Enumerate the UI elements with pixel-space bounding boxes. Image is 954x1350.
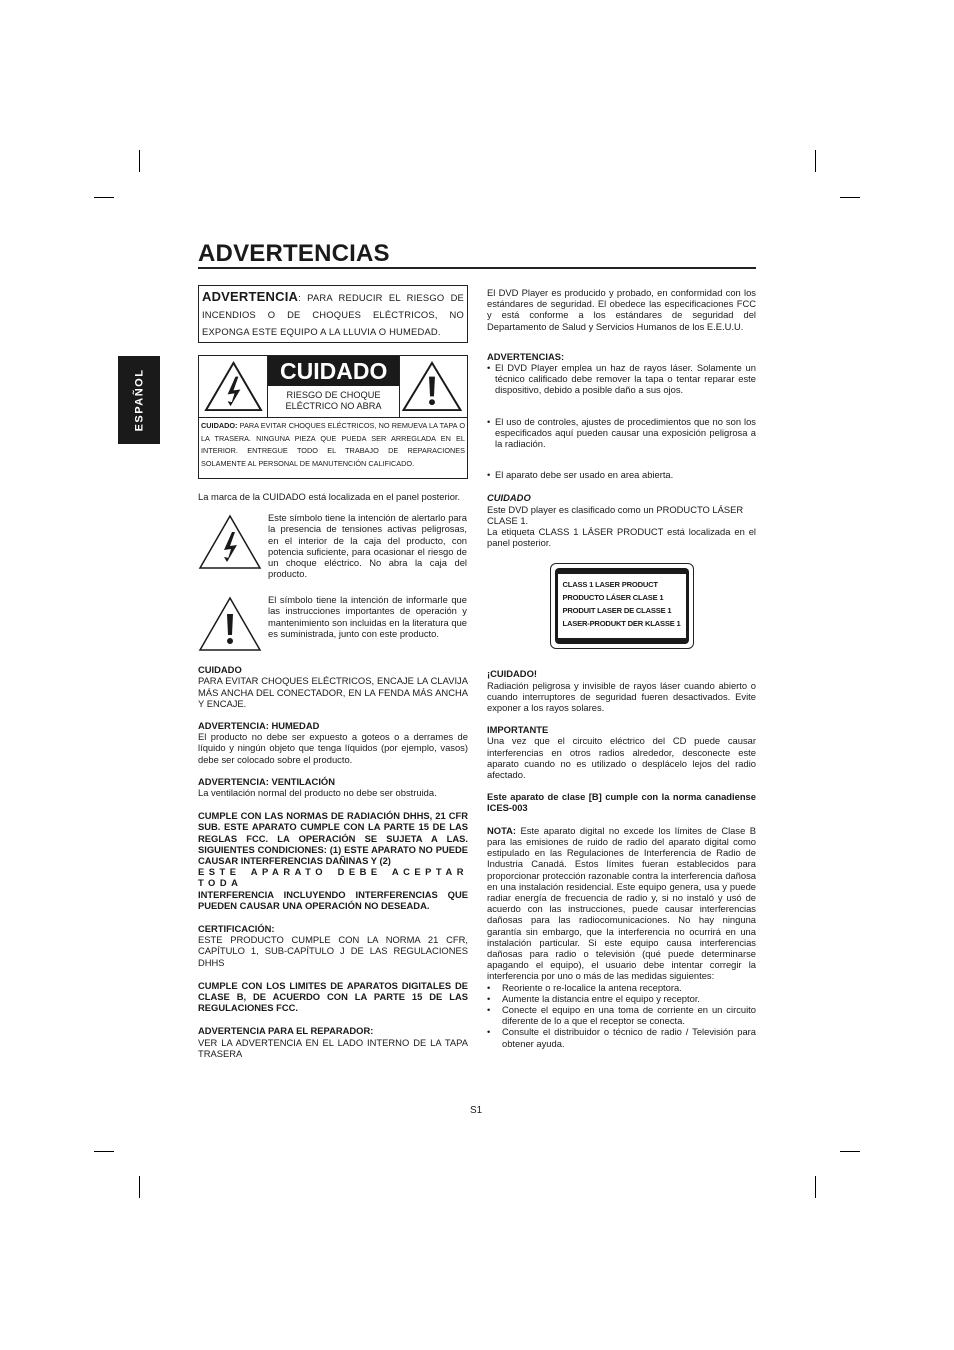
list-item: • Aumente la distancia entre el equipo y receptor. <box>487 993 756 1004</box>
crop-mark <box>139 1176 140 1198</box>
compliance-text-part: INTERFERENCIA INCLUYENDO INTERFERENCIAS QUE PUEDEN CAUSAR UNA OPERACIÓN NO DESEADA. <box>198 888 468 911</box>
compliance-text <box>198 810 468 911</box>
section-heading: CUIDADO <box>487 492 531 504</box>
crop-mark <box>94 1151 114 1152</box>
list-item: • Consulte el distribuidor o técnico de radio / Televisión para obtener ayuda. <box>487 1026 756 1048</box>
list-item: • El DVD Player emplea un haz de rayos láser. Solamente un técnico calificado debe remover la tapa o tentar reparar este dispositivo, debido a posible daño a sus ojos. <box>487 362 756 396</box>
language-tab-label: ESPAÑOL <box>133 368 146 432</box>
list-item: • El uso de controles, ajustes de procedimientos que no son los especificados aquí pueden causar una exposición peligrosa a la radiación. <box>487 416 756 450</box>
caution-label-block <box>267 356 400 417</box>
warning-box <box>198 285 468 343</box>
section-heading: ADVERTENCIA: HUMEDAD <box>198 720 320 732</box>
list-item: • Conecte el equipo en una toma de corriente en un circuito diferente de lo a que el receptor se conecta. <box>487 1004 756 1026</box>
section-text: La etiqueta CLASS 1 LÁSER PRODUCT está localizada en el panel posterior. <box>487 526 756 549</box>
caution-subtitle-line: ELÉCTRICO NO ABRA <box>285 401 382 411</box>
section-text: ESTE PRODUCTO CUMPLE CON LA NORMA 21 CFR, CAPÍTULO 1, SUB-CAPÍTULO J DE LAS REGULACIONES DHHS <box>198 934 468 968</box>
section-text: VER LA ADVERTENCIA EN EL LADO INTERNO DE LA TAPA TRASERA <box>198 1036 468 1059</box>
exclamation-warning-icon <box>198 594 262 654</box>
left-column <box>198 285 468 1059</box>
mark-location-text: La marca de la CUIDADO está localizada en el panel posterior. <box>198 491 461 502</box>
electric-shock-warning-icon <box>198 512 262 572</box>
compliance-text-part: CUMPLE CON LAS NORMAS DE RADIACIÓN DHHS, 21 CFR SUB. ESTE APARATO CUMPLE CON LA PARTE 15 DE LAS REGLAS FCC. LA OPERACIÓN SE SUJETA A LAS. SIGUIENTES CONDICIONES: (1) ESTE APARATO NO PUEDE CAUSAR INTERFERENCIAS DAÑINAS Y (2) <box>198 810 468 867</box>
laser-product-label <box>550 563 694 649</box>
laser-label-line: PRODUCTO LÁSER CLASE 1 <box>562 593 664 603</box>
symbol-explanation <box>198 594 468 664</box>
exclamation-warning-icon <box>399 359 465 414</box>
symbol-explanation <box>198 512 468 594</box>
section-text: Radiación peligrosa y invisible de rayos láser cuando abierto o cuando interruptores de seguridad fueren desactivados. Evite exponer a los rayos solares. <box>487 679 756 714</box>
crop-mark <box>94 197 114 198</box>
laser-label-text <box>558 574 686 638</box>
laser-label-line: LASER-PRODUKT DER KLASSE 1 <box>562 619 681 629</box>
note-lead: NOTA: <box>487 824 516 836</box>
language-tab <box>118 356 160 444</box>
section-text: La ventilación normal del producto no debe ser obstruida. <box>198 787 437 799</box>
compliance-text-part: ESTE APARATO DEBE ACEPTAR TODA <box>198 866 468 889</box>
caution-box <box>198 355 468 479</box>
list-item: • Reoriente o re-localice la antena receptora. <box>487 982 756 993</box>
exclamation-symbol-text: El símbolo tiene la intención de informarle que las instrucciones importantes de operación y mantenimiento son incluidas en la literatura que es suministrada, junto con este producto. <box>268 594 467 639</box>
section-heading: ADVERTENCIA: VENTILACIÓN <box>198 775 335 787</box>
crop-mark <box>139 150 140 172</box>
caution-box-body: PARA EVITAR CHOQUES ELÉCTRICOS, NO REMUEVA LA TAPA O LA TRASERA. NINGUNA PIEZA QUE PUEDA SER ARREGLADA EN EL INTERIOR. ENTREGUE TODO EL TRABAJO DE REPARACIONES SOLAMENTE AL PERSONAL DE MANUTENCIÓN CALIFICADO. <box>201 421 465 469</box>
crop-mark <box>840 1151 860 1152</box>
section-heading: ADVERTENCIAS: <box>487 350 565 362</box>
section-text: Este DVD player es clasificado como un PRODUCTO LÁSER CLASE 1. <box>487 503 744 526</box>
section-text: PARA EVITAR CHOQUES ELÉCTRICOS, ENCAJE LA CLAVIJA MÁS ANCHA DEL CONECTADOR, EN LA FENDA MÁS ANCHA Y ENCAJE. <box>198 675 468 709</box>
title-divider <box>198 267 756 269</box>
section-text: Una vez que el circuito eléctrico del CD puede causar interferencias en otros radios alrededor, desconecte este aparato cuando no es utilizado o desplácelo lejos del radio afectado. <box>487 735 756 781</box>
warning-box-label: ADVERTENCIA <box>202 289 299 304</box>
section-heading: IMPORTANTE <box>487 724 549 736</box>
electric-shock-warning-icon <box>202 359 265 414</box>
class-b-notice: Este aparato de clase [B] cumple con la norma canadiense ICES-003 <box>487 791 756 814</box>
laser-label-line: PRODUIT LASER DE CLASSE 1 <box>562 606 672 616</box>
section-heading: CUIDADO <box>198 664 242 676</box>
section-text: El producto no debe ser expuesto a goteos o a derrames de líquido y ningún objeto que tenga líquidos (por ejemplo, vasos) debe ser colocado sobre el producto. <box>198 731 468 765</box>
section-heading: CERTIFICACIÓN: <box>198 923 275 935</box>
compliance-text: CUMPLE CON LOS LIMITES DE APARATOS DIGITALES DE CLASE B, DE ACUERDO CON LA PARTE 15 DE LAS REGULACIONES FCC. <box>198 979 468 1014</box>
section-heading: ¡CUIDADO! <box>487 668 537 680</box>
warning-list <box>487 362 756 480</box>
note-text <box>487 825 756 982</box>
section-heading: ADVERTENCIA PARA EL REPARADOR: <box>198 1025 374 1037</box>
right-column <box>487 287 756 1049</box>
list-item: • El aparato debe ser usado en area abierta. <box>487 469 756 480</box>
caution-subtitle <box>268 390 399 412</box>
page-number: S1 <box>470 1105 483 1116</box>
crop-mark <box>815 1176 816 1198</box>
caution-subtitle-line: RIESGO DE CHOQUE <box>286 390 381 400</box>
crop-mark <box>815 150 816 172</box>
page-title: ADVERTENCIAS <box>198 240 390 267</box>
laser-label-line: CLASS 1 LASER PRODUCT <box>562 580 658 590</box>
note-body: Este aparato digital no excede los límites de Clase B para las emisiones de ruido de radio del aparato digital como estipulado en las Regulaciones de Interferencia de Radio de Industria Canadá. Estos límites fueran establecidos para proporcionar protección razonable contra la interferencia dañosa en una instalación residencial. Este equipo genera, usa y puede radiar energía de frecuencia de radio y, si no instaló y usó de acuerdo con las instrucciones, puede causar interferencias dañosas para las radiocomunicaciones. No hay ninguna garantía sin embargo, que la interferencia no ocurrirá en una instalación particular. Si este equipo causa interferencias dañosas para radio o televisión (qué puede determinarse apagando el equipo), el usuario debe intentar corregir la interferencia por uno o más de las medidas siguientes: <box>487 824 756 982</box>
crop-mark <box>840 197 860 198</box>
remedy-list <box>487 982 756 1049</box>
caution-label: CUIDADO <box>268 356 399 386</box>
caution-box-lead: CUIDADO: <box>201 421 238 430</box>
warning-box-text: : PARA REDUCIR EL RIESGO DE INCENDIOS O DE CHOQUES ELÉCTRICOS, NO EXPONGA ESTE EQUIPO A LA LLUVIA O HUMEDAD. <box>202 292 464 337</box>
shock-symbol-text: Este símbolo tiene la intención de alertarlo para la presencia de tensiones activas peligrosas, en el interior de la caja del producto, con potencia suficiente, para ocasionar el riesgo de un choque eléctrico. No abra la caja del producto. <box>268 512 467 580</box>
caution-box-text <box>199 417 467 473</box>
intro-text: El DVD Player es producido y probado, en conformidad con los estándares de seguridad. El obedece las especificaciones FCC y está conforme a los estándares de seguridad del Departamento de Salud y Servicios Humanos de los E.E.U.U. <box>487 287 756 332</box>
